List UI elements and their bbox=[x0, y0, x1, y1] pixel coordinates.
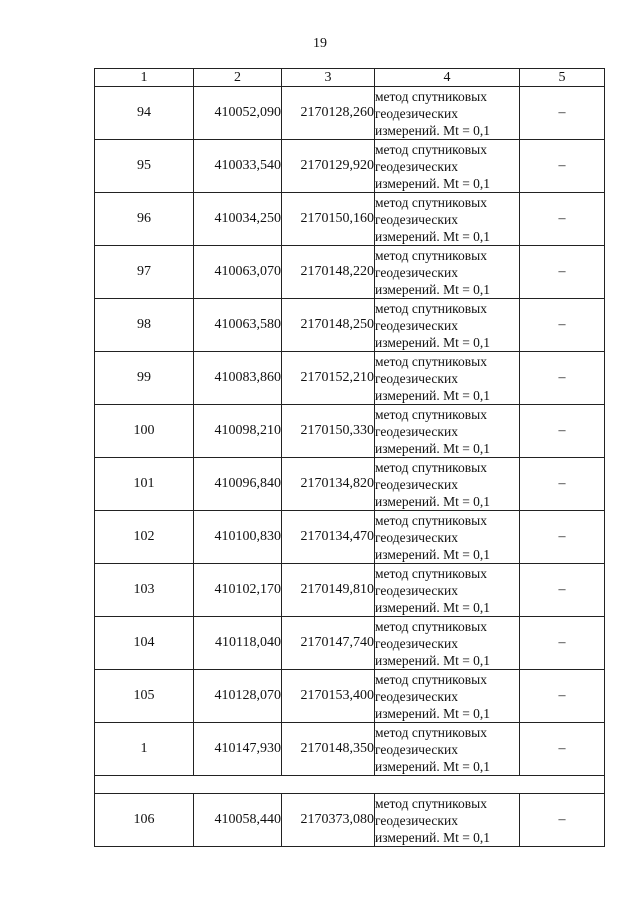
coordinate-y: 2170134,470 bbox=[282, 511, 375, 564]
coordinate-y: 2170148,350 bbox=[282, 723, 375, 776]
coordinates-table bbox=[94, 68, 605, 847]
coordinate-y: 2170148,250 bbox=[282, 299, 375, 352]
coordinate-x: 410128,070 bbox=[194, 670, 282, 723]
method-cell bbox=[375, 193, 520, 246]
method-line: геодезических bbox=[375, 317, 458, 333]
coordinate-x: 410063,070 bbox=[194, 246, 282, 299]
method-line: метод спутниковых bbox=[375, 353, 487, 369]
method-cell bbox=[375, 87, 520, 140]
method-line: измерений. Mt = 0,1 bbox=[375, 493, 491, 509]
method-line: геодезических bbox=[375, 264, 458, 280]
table-row bbox=[95, 246, 605, 299]
method-line: метод спутниковых bbox=[375, 618, 487, 634]
table-gap-row bbox=[95, 776, 605, 794]
method-line: измерений. Mt = 0,1 bbox=[375, 599, 491, 615]
method-line: геодезических bbox=[375, 529, 458, 545]
point-number: 1 bbox=[95, 723, 194, 776]
table-row bbox=[95, 352, 605, 405]
method-line: метод спутниковых bbox=[375, 671, 487, 687]
header-col-2: 2 bbox=[194, 69, 282, 87]
method-line: геодезических bbox=[375, 476, 458, 492]
method-line: измерений. Mt = 0,1 bbox=[375, 228, 491, 244]
table-row bbox=[95, 794, 605, 847]
coordinate-y: 2170373,080 bbox=[282, 794, 375, 847]
note-cell: – bbox=[520, 405, 605, 458]
note-cell: – bbox=[520, 193, 605, 246]
method-line: геодезических bbox=[375, 635, 458, 651]
note-cell: – bbox=[520, 617, 605, 670]
point-number: 101 bbox=[95, 458, 194, 511]
method-cell bbox=[375, 564, 520, 617]
method-line: измерений. Mt = 0,1 bbox=[375, 387, 491, 403]
method-cell bbox=[375, 670, 520, 723]
method-line: геодезических bbox=[375, 582, 458, 598]
coordinate-y: 2170134,820 bbox=[282, 458, 375, 511]
method-line: геодезических bbox=[375, 741, 458, 757]
method-line: метод спутниковых bbox=[375, 141, 487, 157]
method-cell bbox=[375, 458, 520, 511]
coordinate-x: 410033,540 bbox=[194, 140, 282, 193]
point-number: 103 bbox=[95, 564, 194, 617]
coordinate-y: 2170150,160 bbox=[282, 193, 375, 246]
method-cell bbox=[375, 723, 520, 776]
point-number: 97 bbox=[95, 246, 194, 299]
table-row bbox=[95, 299, 605, 352]
table-row bbox=[95, 564, 605, 617]
method-cell bbox=[375, 299, 520, 352]
method-line: метод спутниковых bbox=[375, 247, 487, 263]
point-number: 95 bbox=[95, 140, 194, 193]
coordinate-x: 410100,830 bbox=[194, 511, 282, 564]
table-row bbox=[95, 405, 605, 458]
header-col-5: 5 bbox=[520, 69, 605, 87]
point-number: 105 bbox=[95, 670, 194, 723]
method-line: геодезических bbox=[375, 105, 458, 121]
table-body bbox=[95, 87, 605, 847]
method-line: измерений. Mt = 0,1 bbox=[375, 652, 491, 668]
table-row bbox=[95, 723, 605, 776]
method-cell bbox=[375, 617, 520, 670]
method-cell bbox=[375, 352, 520, 405]
coordinate-x: 410147,930 bbox=[194, 723, 282, 776]
point-number: 104 bbox=[95, 617, 194, 670]
coordinate-x: 410034,250 bbox=[194, 193, 282, 246]
note-cell: – bbox=[520, 352, 605, 405]
note-cell: – bbox=[520, 299, 605, 352]
method-line: метод спутниковых bbox=[375, 300, 487, 316]
point-number: 96 bbox=[95, 193, 194, 246]
method-cell bbox=[375, 794, 520, 847]
note-cell: – bbox=[520, 511, 605, 564]
header-col-3: 3 bbox=[282, 69, 375, 87]
method-line: измерений. Mt = 0,1 bbox=[375, 546, 491, 562]
coordinate-y: 2170152,210 bbox=[282, 352, 375, 405]
point-number: 102 bbox=[95, 511, 194, 564]
note-cell: – bbox=[520, 140, 605, 193]
coordinate-y: 2170149,810 bbox=[282, 564, 375, 617]
method-line: измерений. Mt = 0,1 bbox=[375, 829, 491, 845]
method-cell bbox=[375, 405, 520, 458]
table-row bbox=[95, 193, 605, 246]
coordinate-x: 410098,210 bbox=[194, 405, 282, 458]
table-row bbox=[95, 617, 605, 670]
method-line: метод спутниковых bbox=[375, 194, 487, 210]
note-cell: – bbox=[520, 458, 605, 511]
note-cell: – bbox=[520, 564, 605, 617]
method-line: измерений. Mt = 0,1 bbox=[375, 175, 491, 191]
note-cell: – bbox=[520, 87, 605, 140]
method-line: метод спутниковых bbox=[375, 88, 487, 104]
point-number: 100 bbox=[95, 405, 194, 458]
table-row bbox=[95, 87, 605, 140]
point-number: 99 bbox=[95, 352, 194, 405]
method-line: геодезических bbox=[375, 423, 458, 439]
gap-cell bbox=[95, 776, 605, 794]
method-line: метод спутниковых bbox=[375, 512, 487, 528]
point-number: 94 bbox=[95, 87, 194, 140]
method-line: метод спутниковых bbox=[375, 724, 487, 740]
method-line: геодезических bbox=[375, 211, 458, 227]
method-cell bbox=[375, 511, 520, 564]
coordinate-x: 410096,840 bbox=[194, 458, 282, 511]
coordinate-x: 410102,170 bbox=[194, 564, 282, 617]
coordinate-x: 410083,860 bbox=[194, 352, 282, 405]
method-line: метод спутниковых bbox=[375, 406, 487, 422]
method-line: измерений. Mt = 0,1 bbox=[375, 705, 491, 721]
method-line: измерений. Mt = 0,1 bbox=[375, 122, 491, 138]
point-number: 106 bbox=[95, 794, 194, 847]
page-number: 19 bbox=[313, 36, 327, 51]
method-line: метод спутниковых bbox=[375, 565, 487, 581]
method-line: измерений. Mt = 0,1 bbox=[375, 334, 491, 350]
coordinate-y: 2170150,330 bbox=[282, 405, 375, 458]
coordinate-x: 410058,440 bbox=[194, 794, 282, 847]
coordinate-y: 2170153,400 bbox=[282, 670, 375, 723]
method-cell bbox=[375, 246, 520, 299]
method-line: геодезических bbox=[375, 370, 458, 386]
note-cell: – bbox=[520, 723, 605, 776]
method-line: измерений. Mt = 0,1 bbox=[375, 281, 491, 297]
method-line: геодезических bbox=[375, 812, 458, 828]
table-row bbox=[95, 458, 605, 511]
table-row bbox=[95, 140, 605, 193]
header-col-1: 1 bbox=[95, 69, 194, 87]
coordinate-y: 2170147,740 bbox=[282, 617, 375, 670]
method-line: геодезических bbox=[375, 158, 458, 174]
table-header-row bbox=[95, 69, 605, 87]
point-number: 98 bbox=[95, 299, 194, 352]
coordinate-x: 410063,580 bbox=[194, 299, 282, 352]
method-line: измерений. Mt = 0,1 bbox=[375, 758, 491, 774]
coordinate-x: 410052,090 bbox=[194, 87, 282, 140]
note-cell: – bbox=[520, 794, 605, 847]
method-line: метод спутниковых bbox=[375, 459, 487, 475]
note-cell: – bbox=[520, 670, 605, 723]
coordinate-y: 2170148,220 bbox=[282, 246, 375, 299]
header-col-4: 4 bbox=[375, 69, 520, 87]
method-cell bbox=[375, 140, 520, 193]
table-row bbox=[95, 670, 605, 723]
method-line: измерений. Mt = 0,1 bbox=[375, 440, 491, 456]
coordinate-y: 2170129,920 bbox=[282, 140, 375, 193]
coordinate-y: 2170128,260 bbox=[282, 87, 375, 140]
method-line: метод спутниковых bbox=[375, 795, 487, 811]
method-line: геодезических bbox=[375, 688, 458, 704]
table-row bbox=[95, 511, 605, 564]
note-cell: – bbox=[520, 246, 605, 299]
coordinate-x: 410118,040 bbox=[194, 617, 282, 670]
